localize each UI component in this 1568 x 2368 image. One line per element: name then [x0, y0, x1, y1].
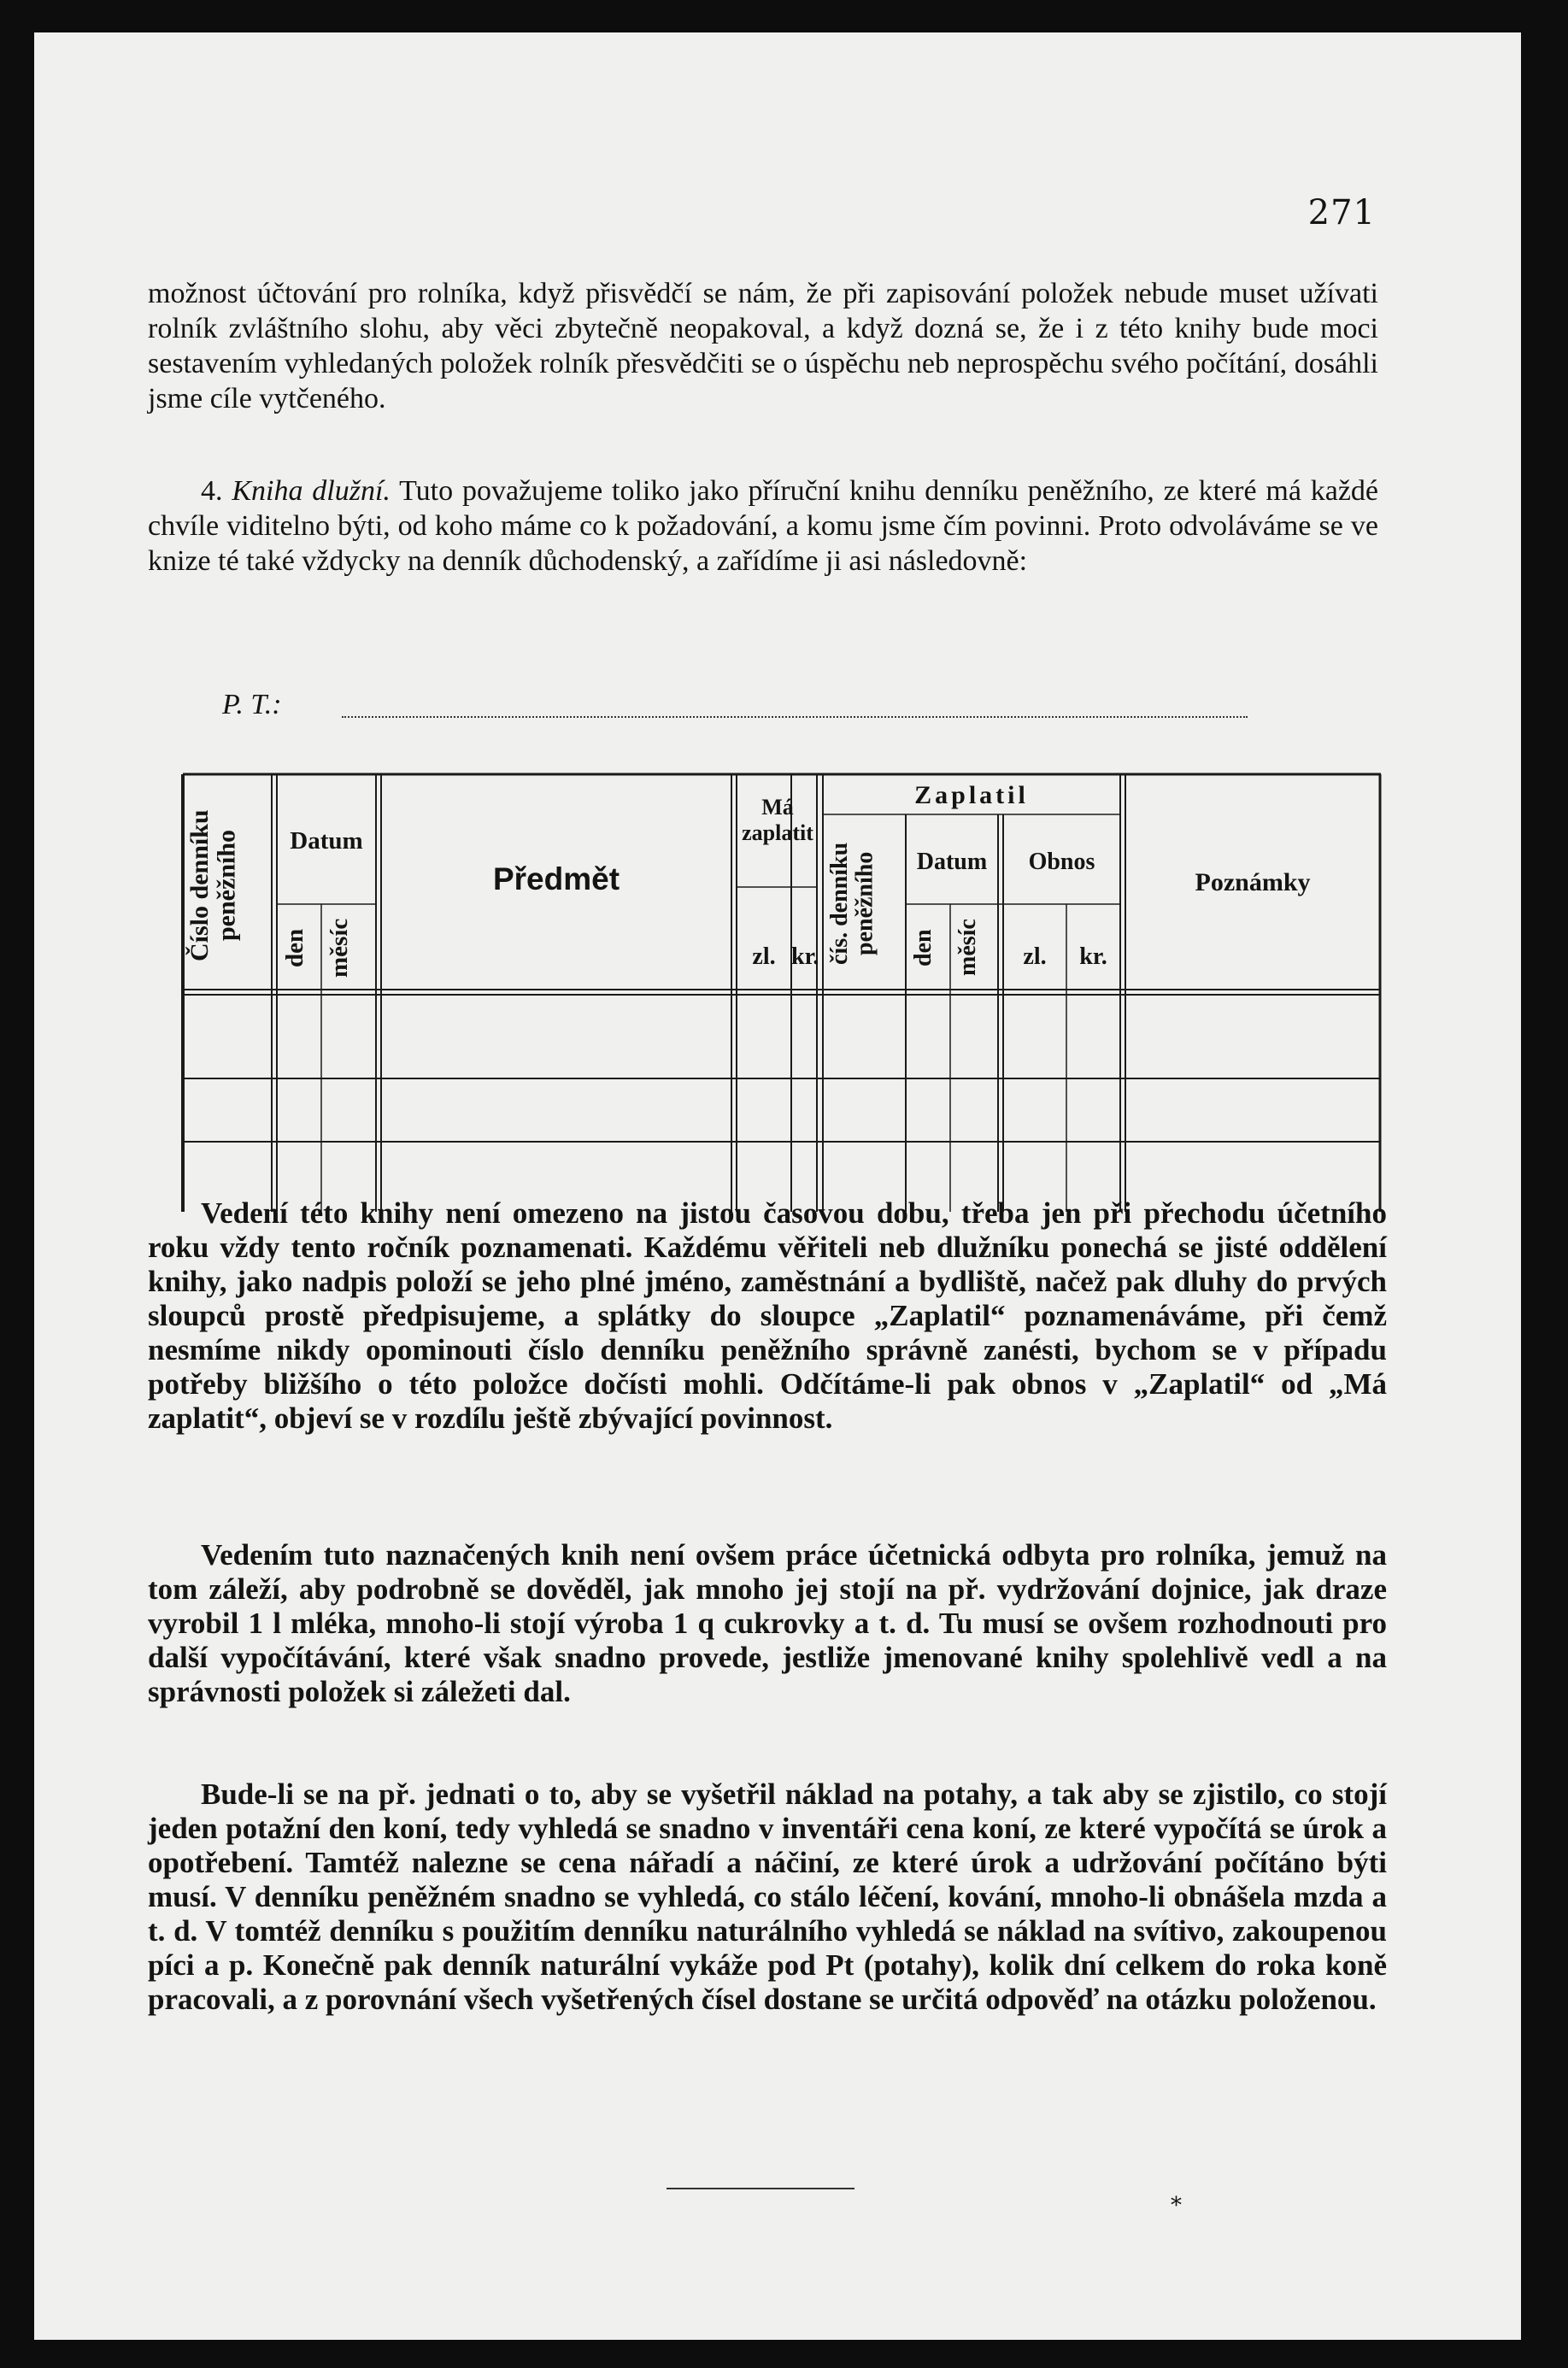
- col-zaplatil: Zaplatil: [914, 781, 1029, 809]
- debt-ledger-table: [144, 733, 1383, 1212]
- col-cislo-dennik: Číslo denníku peněžního: [185, 809, 241, 961]
- col-kr-2: kr.: [1079, 943, 1107, 970]
- paragraph-1: možnost účtování pro rolníka, když přisvědčí se nám, že při zapisování položek nebude muset užívati rolník zvláštního slohu, aby věci zbytečně neopakoval, a když dozná se, že i z této knihy bude moci sestavením vyhledaných položek rolník přesvědčiti se o úspěchu neb neprospěchu svého počítání, dosáhli jsme cíle vytčeného.: [148, 278, 1378, 414]
- col-cis-denniku: čís. denníku peněžního: [826, 842, 878, 965]
- col-kr: kr.: [791, 943, 819, 970]
- page-number: 271: [1307, 193, 1376, 232]
- book-page: [34, 32, 1521, 2340]
- pt-header: [222, 689, 1248, 723]
- col-zl-2: zl.: [1023, 943, 1047, 970]
- paragraph-3: [148, 1196, 1387, 1436]
- col-den: den: [281, 928, 308, 967]
- dotted-rule: [342, 716, 1248, 718]
- col-ma-zaplatit: Má zaplatit: [742, 795, 813, 845]
- col-datum: Datum: [290, 827, 363, 855]
- section-title: Kniha dlužní.: [232, 475, 391, 507]
- col-zl: zl.: [752, 943, 776, 970]
- col-mesic: měsíc: [326, 918, 353, 978]
- col-predmet: Předmět: [492, 861, 620, 896]
- paragraph-2: [148, 473, 1378, 579]
- footer-mark: *: [1171, 2193, 1182, 2218]
- col-den-2: den: [910, 929, 937, 967]
- paragraph-2-body: Tuto považujeme toliko jako příruční knihu denníku peněžního, ze které má každé chvíle viditelno býti, od koho máme co k požadování, a komu jsme čím povinni. Proto odvoláváme se ve knize té také vždycky na denník důchodenský, a zařídíme ji asi následovně:: [148, 475, 1379, 577]
- col-poznamky: Poznámky: [1195, 868, 1311, 896]
- paragraph-4: [148, 1538, 1387, 1709]
- pt-label: P. T.:: [222, 689, 282, 720]
- col-obnos: Obnos: [1028, 849, 1095, 875]
- paragraph-3-text: Vedení této knihy není omezeno na jistou časovou dobu, třeba jen při přechodu účetního roku vždy tento ročník poznamenati. Každému věřiteli neb dlužníku ponechá se jisté oddělení knihy, jako nadpis položí se jeho plné jméno, zaměstnání a bydliště, načež pak dluhy do prvých sloupců prostě předpisujeme, a splátky do sloupce „Zaplatil“ poznamenáváme, při čemž nesmíme nikdy opominouti číslo denníku peněžního správně zanésti, bychom se v případu potřeby bližšího o této položce dočísti mohli. Odčítáme-li pak obnos v „Zaplatil“ od „Má zaplatit“, objeví se v rozdílu ještě zbývající povinnost.: [148, 1196, 1387, 1435]
- col-mesic-2: měsíc: [954, 919, 981, 977]
- section-number: 4.: [201, 475, 223, 507]
- paragraph-5-text: Bude-li se na př. jednati o to, aby se vyšetřil náklad na potahy, a tak aby se zjistilo, co stojí jeden potažní den koní, tedy vyhledá se snadno v inventáři cena koní, ze které vypočítá se úrok a opotřebení. Tamtéž nalezne se cena nářadí a náčiní, ze které úrok a udržování počítáno býti musí. V denníku peněžném snadno se vyhledá, co stálo léčení, kování, mnoho-li obnášela mzda a t. d. V tomtéž denníku s použitím denníku naturálního vyhledá se náklad na svítivo, zakoupenou píci a p. Konečně pak denník naturální vykáže pod Pt (potahy), kolik dní celkem do roka koně pracovali, a z porovnání všech vyšetřených čísel dostane se určitá odpověď na otázku položenou.: [148, 1777, 1387, 2016]
- col-datum-2: Datum: [916, 849, 988, 875]
- paragraph-4-text: Vedením tuto naznačených knih není ovšem práce účetnická odbyta pro rolníka, jemuž na tom záleží, aby podrobně se dověděl, jak mnoho jej stojí na př. vydržování dojnice, jak draze vyrobil 1 l mléka, mnoho-li stojí výroba 1 q cukrovky a t. d. Tu musí se ovšem rozhodnouti pro další vypočítávání, které však snadno provede, jestliže jmenované knihy spolehlivě vedl a na správnosti položek si záležeti dal.: [148, 1538, 1387, 1708]
- paragraph-5: [148, 1777, 1387, 2017]
- closing-rule: [667, 2188, 854, 2189]
